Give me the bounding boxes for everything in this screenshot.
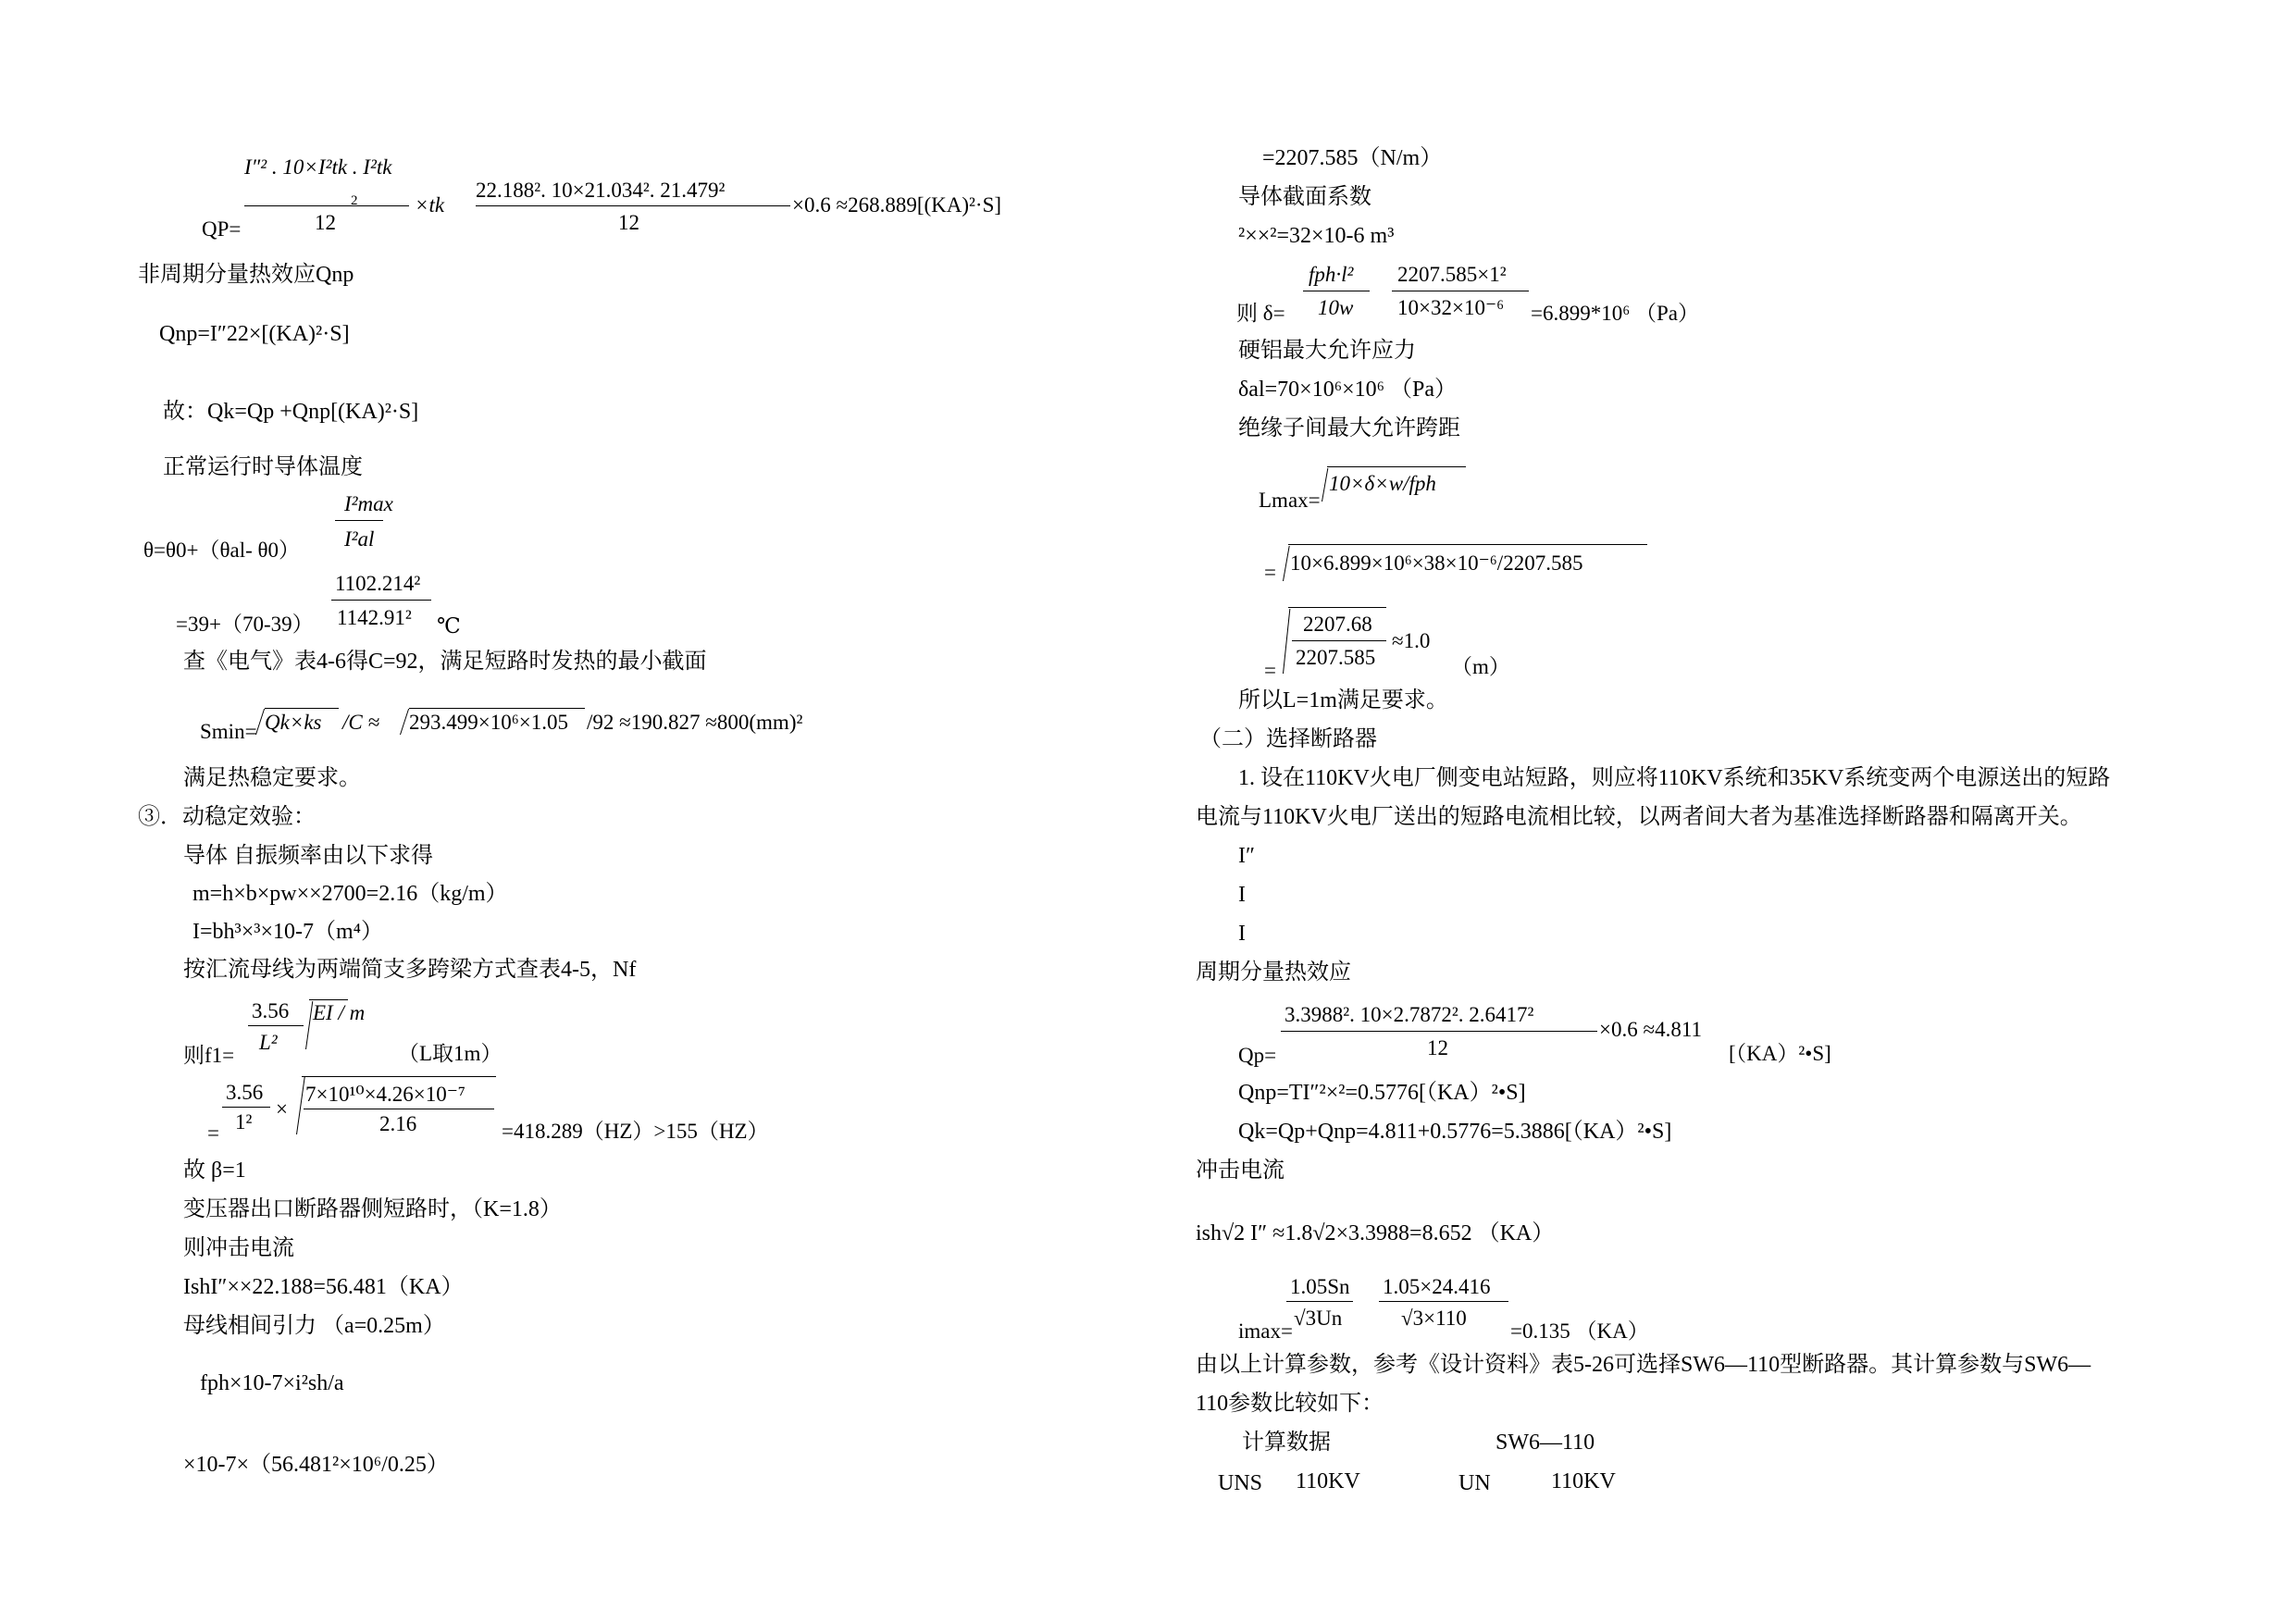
lmax-value-radical (1283, 546, 1290, 581)
max-span-heading: 绝缘子间最大允许跨距 (1238, 416, 1460, 440)
section-modulus-heading: 导体截面系数 (1238, 185, 1371, 209)
lmax-result-denominator: 2207.585 (1296, 646, 1376, 669)
temp-ratio-denominator: I²al (344, 527, 375, 551)
qnp2-formula: Qnp=TI″²×²=0.5776[（KA）²•S] (1238, 1081, 1526, 1105)
qk2-formula: Qk=Qp+Qnp=4.811+0.5776=5.3886[（KA）²•S] (1238, 1120, 1672, 1144)
smin-result: /92 ≈190.827 ≈800(mm)² (587, 711, 803, 734)
qp2-denominator: 12 (1427, 1036, 1448, 1059)
f1-coef-denominator: L² (259, 1031, 278, 1054)
table-cell-un-value: 110KV (1551, 1469, 1616, 1493)
qp-numeric-denominator: 12 (618, 211, 639, 234)
f1-coef-numerator: 3.56 (252, 999, 290, 1022)
temp-value-denominator: 1142.91² (337, 606, 412, 629)
table-header-model: SW6—110 (1496, 1431, 1595, 1455)
lookup-electric-table: 查《电气》表4-6得C=92，满足短路时发热的最小截面 (183, 650, 707, 674)
breaker-paragraph-line2: 电流与110KV火电厂送出的短路电流相比较，以两者间大者为基准选择断路器和隔离开关。 (1196, 805, 2082, 829)
lmax-result-approx: ≈1.0 (1392, 629, 1431, 652)
f1-value-radicand-denominator: 2.16 (379, 1112, 417, 1135)
allowable-stress-formula: δal=70×10⁶×10⁶ （Pa） (1238, 378, 1457, 402)
qp-formula-half: 2 (351, 193, 358, 208)
temp-value-numerator: 1102.214² (335, 572, 421, 595)
qp2-label: Qp= (1238, 1044, 1277, 1067)
stress-label: 则 δ= (1236, 302, 1285, 325)
qp-label: QP= (202, 217, 242, 241)
f1-value-coef-bar (222, 1107, 270, 1108)
lmax-radical (1322, 468, 1328, 502)
lmax-result-numerator: 2207.68 (1303, 613, 1372, 636)
f1-label: 则f1= (183, 1044, 235, 1067)
table-cell-uns-value: 110KV (1296, 1469, 1360, 1493)
f1-note: （L取1m） (398, 1042, 503, 1065)
f1-value-times: × (276, 1097, 288, 1121)
qp2-unit: [（KA）²•S] (1729, 1042, 1831, 1065)
selection-paragraph-line2: 110参数比较如下： (1196, 1392, 1384, 1416)
f1-value-result: =418.289（HZ）>155（HZ） (502, 1120, 769, 1143)
imax-num-bar (1379, 1301, 1508, 1302)
f1-value-coef-denominator: 1² (235, 1110, 253, 1134)
fph-result: =2207.585（N/m） (1262, 146, 1443, 170)
span-ok: 所以L=1m满足要求。 (1238, 688, 1448, 712)
lmax-radicand: 10×δ×w/fph (1329, 472, 1436, 495)
table-cell-un: UN (1458, 1471, 1491, 1495)
temp-value-formula: =39+（70-39） (176, 613, 314, 636)
impact-current-formula: IshI″××22.188=56.481（KA） (183, 1275, 464, 1299)
impact-current-intro: 则冲击电流 (183, 1236, 294, 1260)
temp-ratio-numerator: I²max (344, 492, 393, 515)
section-modulus-formula: ²××²=32×10-6 m³ (1238, 224, 1395, 248)
smin-radical-2 (400, 709, 409, 735)
fph-value-formula: ×10-7×（56.481²×10⁶/0.25） (183, 1453, 449, 1477)
inertia-formula: I=bh³×³×10-7（m⁴） (192, 920, 384, 944)
temp-formula: θ=θ0+（θal- θ0） (143, 539, 301, 562)
lmax-value-radicand: 10×6.899×10⁶×38×10⁻⁶/2207.585 (1290, 551, 1583, 575)
f1-coef-bar (248, 1025, 304, 1026)
smin-label: Smin= (200, 720, 257, 743)
heading-periodic-heat: 周期分量热效应 (1196, 960, 1351, 985)
qnp-formula: Qnp=I″22×[(KA)²·S] (159, 322, 350, 346)
qp-numeric-numerator: 22.188². 10×21.034². 21.479² (476, 179, 726, 202)
heading-dynamic-stability: ③．动稳定效验： (138, 805, 316, 829)
lmax-value-eq: = (1264, 561, 1276, 584)
heading-nonperiodic-heat: 非周期分量热效应Qnp (138, 263, 354, 287)
temp-value-bar (331, 600, 431, 601)
temp-ratio-bar (335, 520, 383, 521)
beta-value: 故 β=1 (183, 1158, 246, 1183)
qp-times-tk: ×tk (415, 193, 445, 217)
lmax-label: Lmax= (1259, 489, 1321, 512)
stress-sym-denominator: 10w (1318, 296, 1354, 319)
imax-sym-denominator: √3Un (1294, 1307, 1343, 1330)
heading-impact-current: 冲击电流 (1196, 1158, 1285, 1183)
current-symbol-3: I (1238, 922, 1246, 946)
ish-formula: ish√2 I″ ≈1.8√2×3.3988=8.652 （KA） (1196, 1221, 1555, 1245)
f1-radicand: EI / m (313, 1001, 366, 1024)
smin-divide-c: /C ≈ (342, 711, 380, 734)
stress-sym-numerator: fph·l² (1309, 263, 1354, 286)
stress-num-numerator: 2207.585×1² (1397, 263, 1507, 286)
lmax-radical-bar (1327, 466, 1466, 467)
mass-formula: m=h×b×pw××2700=2.16（kg/m） (192, 882, 508, 906)
qp-formula-denominator: 12 (315, 211, 336, 234)
imax-num-denominator: √3×110 (1401, 1307, 1467, 1330)
f1-value-radicand-numerator: 7×10¹⁰×4.26×10⁻⁷ (305, 1083, 465, 1106)
temp-unit: ℃ (437, 614, 461, 638)
f1-value-label: = (207, 1121, 219, 1145)
current-symbol-1: I″ (1238, 844, 1255, 868)
breaker-paragraph-line1: 1. 设在110KV火电厂侧变电站短路，则应将110KV系统和35KV系统变两个电源送出的短路 (1238, 766, 2111, 790)
lmax-result-unit: （m） (1451, 655, 1510, 678)
busbar-lookup: 按汇流母线为两端简支多跨梁方式查表4-5，Nf (183, 958, 637, 982)
current-symbol-2: I (1238, 883, 1246, 907)
f1-value-coef-numerator: 3.56 (226, 1081, 264, 1104)
lmax-result-fraction-bar (1292, 640, 1386, 641)
busbar-force-intro: 母线相间引力 （a=0.25m） (183, 1314, 445, 1338)
qp2-result: ×0.6 ≈4.811 (1599, 1018, 1702, 1041)
selection-paragraph-line1: 由以上计算参数，参考《设计资料》表5-26可选择SW6—110型断路器。其计算参数与SW6— (1196, 1353, 2091, 1377)
imax-sym-bar (1286, 1301, 1353, 1302)
heading-select-breaker: （二）选择断路器 (1199, 727, 1377, 751)
stress-result: =6.899*10⁶ （Pa） (1531, 302, 1699, 325)
imax-num-numerator: 1.05×24.416 (1383, 1275, 1491, 1298)
qp-result: ×0.6 ≈268.889[(KA)²·S] (792, 193, 1002, 217)
stress-num-denominator: 10×32×10⁻⁶ (1397, 296, 1505, 319)
table-header-calc: 计算数据 (1242, 1431, 1331, 1455)
qp-numeric-bar (476, 205, 790, 206)
qp-fraction-bar (244, 205, 409, 206)
qp2-bar (1281, 1031, 1597, 1032)
imax-sym-numerator: 1.05Sn (1290, 1275, 1350, 1298)
heading-normal-temperature: 正常运行时导体温度 (163, 455, 363, 479)
natural-frequency-intro: 导体 自振频率由以下求得 (183, 844, 433, 868)
qp2-numerator: 3.3988². 10×2.7872². 2.6417² (1285, 1003, 1534, 1026)
lmax-result-eq: = (1264, 659, 1276, 682)
qk-formula: 故：Qk=Qp +Qnp[(KA)²·S] (163, 400, 419, 424)
imax-result: =0.135 （KA） (1510, 1319, 1649, 1343)
qp-formula-numerator: I″² . 10×I²tk . I²tk (244, 155, 392, 179)
thermal-stability-ok: 满足热稳定要求。 (183, 766, 361, 790)
transformer-short-circuit: 变压器出口断路器侧短路时，（K=1.8） (183, 1197, 562, 1221)
fph-formula: fph×10-7×i²sh/a (200, 1371, 344, 1395)
smin-radicand-1: Qk×ks (265, 711, 322, 734)
lmax-value-radical-bar (1288, 544, 1647, 545)
table-cell-uns: UNS (1218, 1471, 1263, 1495)
f1-value-radical (296, 1077, 305, 1134)
lmax-result-radical-bar (1288, 607, 1386, 608)
smin-radicand-2: 293.499×10⁶×1.05 (409, 711, 568, 734)
allowable-stress-heading: 硬铝最大允许应力 (1238, 339, 1416, 363)
imax-label: imax= (1238, 1319, 1293, 1343)
f1-value-radical-bar (302, 1076, 496, 1077)
lmax-result-radical (1283, 609, 1290, 674)
